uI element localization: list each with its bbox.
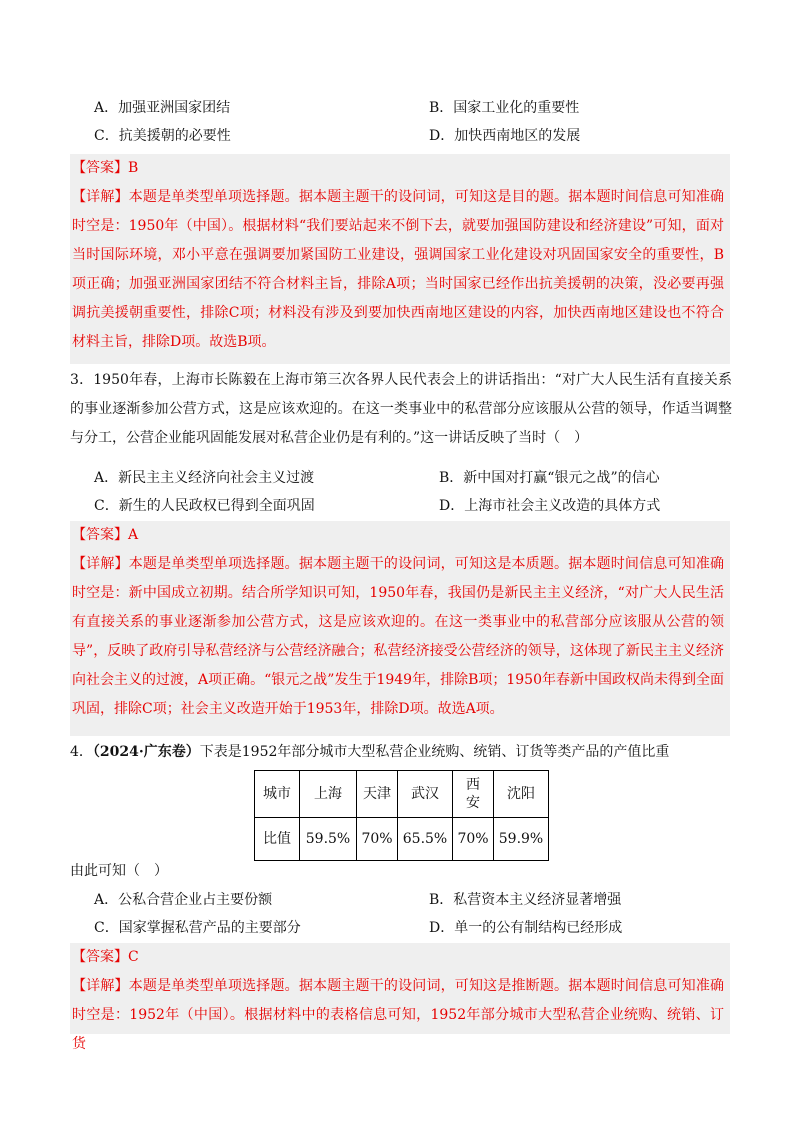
table-header-row bbox=[255, 771, 549, 818]
table-header-cell: 上海 bbox=[300, 771, 357, 818]
q4-answer-box: 【答案】C 【详解】本题是单类型单项选择题。据本题主题干的设问词，可知这是推断题。据本题时间信息可知准确时空是：1952年（中国）。根据材料中的表格信息可知，1952年部分城市大型私营企业统购、统销、订货 bbox=[70, 943, 730, 1034]
q4-stem bbox=[70, 738, 732, 767]
q4-options bbox=[94, 886, 754, 942]
table-row bbox=[255, 818, 549, 861]
table-header-cell: 沈阳 bbox=[494, 771, 549, 818]
q4-table bbox=[254, 770, 549, 861]
q3-stem: 3．1950年春，上海市长陈毅在上海市第三次各界人民代表会上的讲话指出：“对广大人民生活有直接关系的事业逐渐参加公营方式，这是应该欢迎的。在这一类事业中的私营部分应该服从公营的领导，作适当调整与分工，公营企业能巩固能发展对私营企业仍是有利的。”这一讲话反映了当时（ ） bbox=[70, 372, 732, 446]
q4-question: 由此可知（ ） bbox=[70, 863, 168, 879]
q4-number: 4． bbox=[70, 744, 93, 760]
table-cell: 65.5% bbox=[398, 818, 453, 861]
table-cell: 70% bbox=[357, 818, 398, 861]
q2-answer: 【答案】B bbox=[72, 160, 139, 176]
q4-answer: 【答案】C bbox=[72, 949, 139, 965]
q4-option-a[interactable]: A．公私合营企业占主要份额 bbox=[94, 892, 273, 908]
q2-options bbox=[94, 94, 754, 150]
q4-source: （2024·广东卷） bbox=[92, 744, 200, 760]
q3-answer: 【答案】A bbox=[72, 527, 139, 543]
q2-option-c[interactable]: C．抗美援朝的必要性 bbox=[94, 128, 231, 144]
q4-option-d[interactable]: D．单一的公有制结构已经形成 bbox=[429, 920, 623, 936]
q3-options bbox=[94, 464, 754, 520]
q3-option-b[interactable]: B．新中国对打赢“银元之战”的信心 bbox=[439, 470, 660, 486]
q4-option-b[interactable]: B．私营资本主义经济显著增强 bbox=[429, 892, 622, 908]
q3-answer-box: 【答案】A 【详解】本题是单类型单项选择题。据本题主题干的设问词，可知这是本质题。据本题时间信息可知准确时空是：新中国成立初期。结合所学知识可知，1950年春，我国仍是新民主主义经济，“对广大人民生活有直接关系的事业逐渐参加公营方式，这是应该欢迎的。在这一类事业中的私营部分应该服从公营的领导”，反映了政府引导私营经济与公营经济融合；私营经济接受公营经济的领导，这体现了新民主主义经济向社会主义的过渡，A项正确。“银元之战”发生于1949年，排除B项；1950年春新中国政权尚未得到全面巩固，排除C项；社会主义改造开始于1953年，排除D项。故选A项。 bbox=[70, 521, 730, 736]
q2-option-a[interactable]: A．加强亚洲国家团结 bbox=[94, 100, 231, 116]
table-header-cell: 天津 bbox=[357, 771, 398, 818]
q3-option-a[interactable]: A．新民主主义经济向社会主义过渡 bbox=[94, 470, 315, 486]
table-header-cell: 武汉 bbox=[398, 771, 453, 818]
table-header-cell bbox=[453, 771, 494, 818]
q4-stem-text: 下表是1952年部分城市大型私营企业统购、统销、订货等类产品的产值比重 bbox=[199, 744, 670, 760]
q2-option-b[interactable]: B．国家工业化的重要性 bbox=[429, 100, 580, 116]
table-cell: 59.9% bbox=[494, 818, 549, 861]
table-cell: 比值 bbox=[255, 818, 300, 861]
q4-option-c[interactable]: C．国家掌握私营产品的主要部分 bbox=[94, 920, 301, 936]
table-cell: 59.5% bbox=[300, 818, 357, 861]
q3-option-c[interactable]: C．新生的人民政权已得到全面巩固 bbox=[94, 498, 315, 514]
q2-option-d[interactable]: D．加快西南地区的发展 bbox=[429, 128, 581, 144]
table-cell: 70% bbox=[453, 818, 494, 861]
table-header-xian: 西安 bbox=[466, 777, 480, 811]
q2-answer-box: 【答案】B 【详解】本题是单类型单项选择题。据本题主题干的设问词，可知这是目的题。据本题时间信息可知准确时空是：1950年（中国）。根据材料“我们要站起来不倒下去，就要加强国防建设和经济建设”可知，面对当时国际环境，邓小平意在强调要加紧国防工业建设，强调国家工业化建设对巩固国家安全的重要性，B项正确；加强亚洲国家团结不符合材料主旨，排除A项；当时国家已经作出抗美援朝的决策，没必要再强调抗美援朝重要性，排除C项；材料没有涉及到要加快西南地区建设的内容，加快西南地区建设也不符合材料主旨，排除D项。故选B项。 bbox=[70, 154, 730, 364]
table-header-cell: 城市 bbox=[255, 771, 300, 818]
q3-option-d[interactable]: D．上海市社会主义改造的具体方式 bbox=[439, 498, 661, 514]
